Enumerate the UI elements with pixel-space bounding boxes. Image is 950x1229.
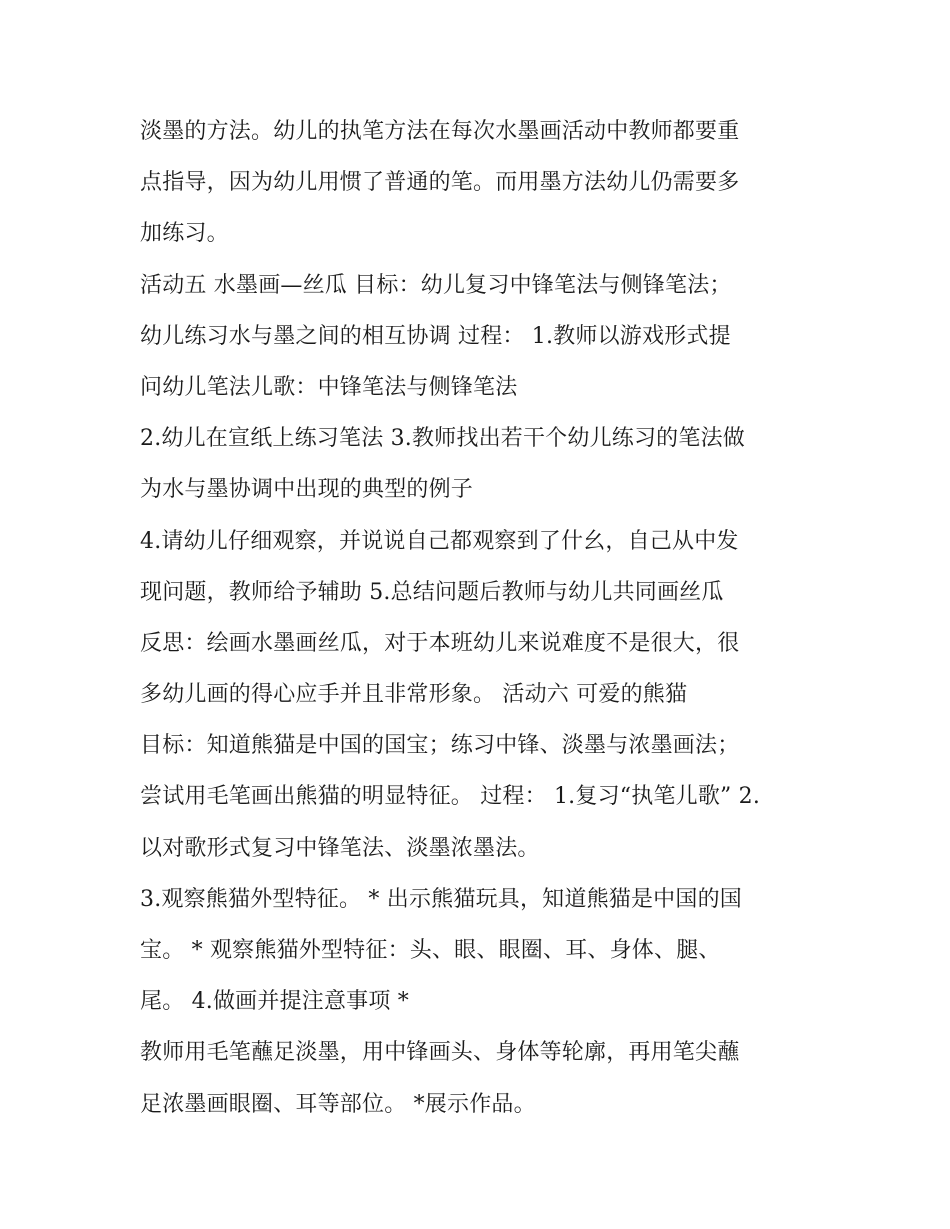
text-line: 活动五 水墨画—丝瓜 目标：幼儿复习中锋笔法与侧锋笔法； <box>140 272 732 298</box>
text-line: 足浓墨画眼圈、耳等部位。 *展示作品。 <box>140 1091 536 1117</box>
text-line: 2.幼儿在宣纸上练习笔法 3.教师找出若干个幼儿练习的笔法做 <box>140 426 745 452</box>
text-line: 尾。 4.做画并提注意事项 * <box>140 989 409 1015</box>
text-line: 反思：绘画水墨画丝瓜，对于本班幼儿来说难度不是很大，很 <box>140 630 740 656</box>
text-line: 尝试用毛笔画出熊猫的明显特征。 过程： 1.复习“执笔儿歌” 2. <box>140 784 761 810</box>
text-line: 点指导，因为幼儿用惯了普通的笔。而用墨方法幼儿仍需要多 <box>140 170 740 196</box>
text-line: 3.观察熊猫外型特征。 * 出示熊猫玩具，知道熊猫是中国的国 <box>140 886 742 912</box>
text-line: 淡墨的方法。幼儿的执笔方法在每次水墨画活动中教师都要重 <box>140 119 740 144</box>
body-text <box>140 106 830 1130</box>
text-line: 问幼儿笔法儿歌：中锋笔法与侧锋笔法 <box>140 374 518 400</box>
text-line: 宝。 * 观察熊猫外型特征：头、眼、眼圈、耳、身体、腿、 <box>140 938 721 963</box>
text-line: 多幼儿画的得心应手并且非常形象。 活动六 可爱的熊猫 <box>140 682 688 708</box>
text-line: 加练习。 <box>140 221 229 247</box>
text-line: 以对歌形式复习中锋笔法、淡墨浓墨法。 <box>140 835 540 861</box>
text-line: 为水与墨协调中出现的典型的例子 <box>140 477 474 503</box>
text-line: 目标：知道熊猫是中国的国宝；练习中锋、淡墨与浓墨画法； <box>140 733 740 759</box>
text-line: 4.请幼儿仔细观察，并说说自己都观察到了什幺，自己从中发 <box>140 528 739 554</box>
text-line: 教师用毛笔蘸足淡墨，用中锋画头、身体等轮廓，再用笔尖蘸 <box>140 1040 740 1066</box>
text-line: 现问题，教师给予辅助 5.总结问题后教师与幼儿共同画丝瓜 <box>140 579 724 605</box>
text-line: 幼儿练习水与墨之间的相互协调 过程： 1.教师以游戏形式提 <box>140 323 731 349</box>
